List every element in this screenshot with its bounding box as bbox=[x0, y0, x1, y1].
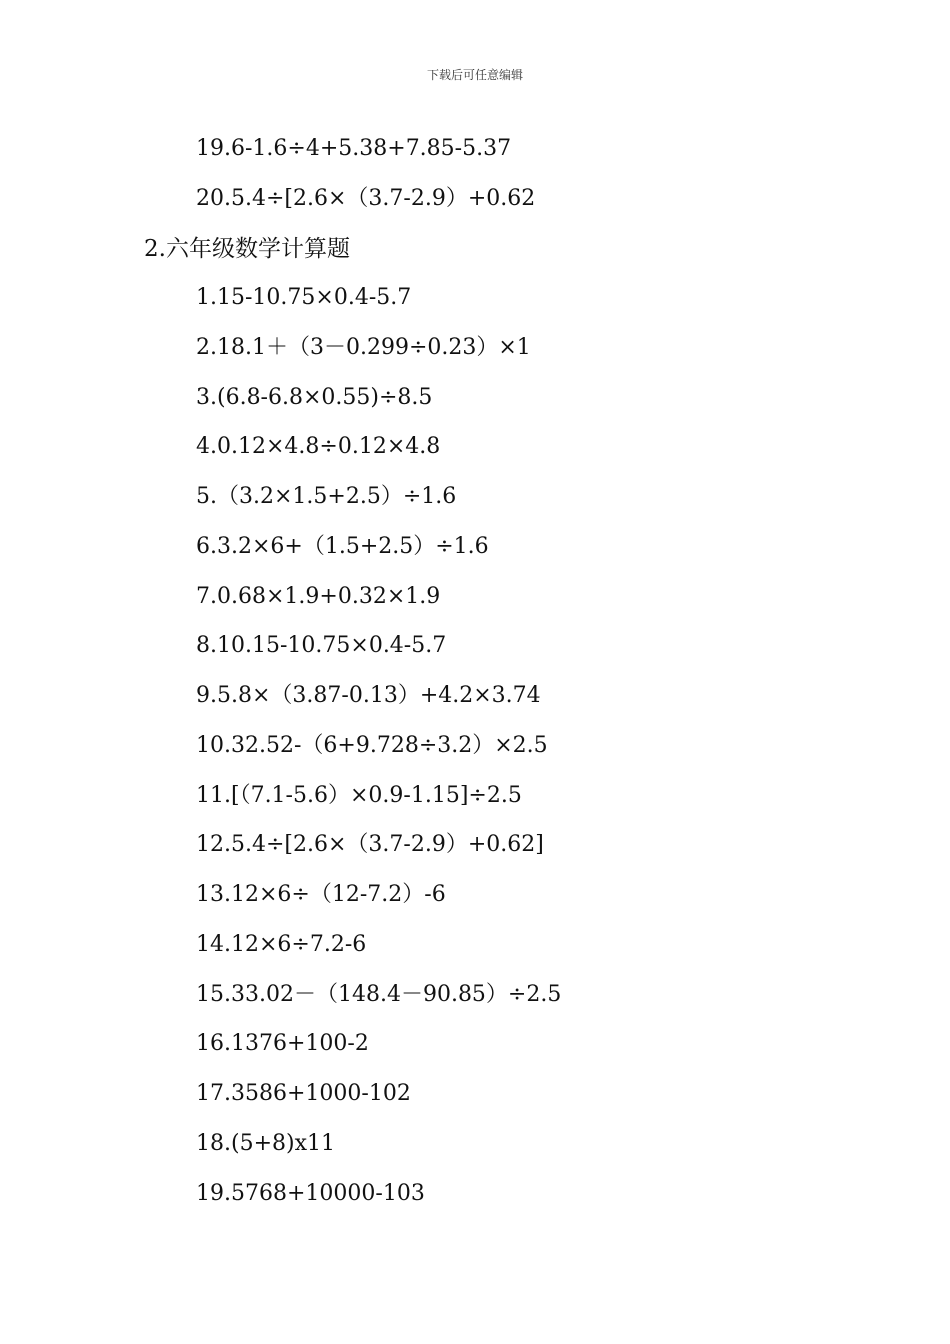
problem-line: 7.0.68×1.9+0.32×1.9 bbox=[196, 584, 441, 609]
problem-line: 2.18.1＋（3－0.299÷0.23）×1 bbox=[196, 335, 531, 360]
problem-line: 11.[（7.1-5.6）×0.9-1.15]÷2.5 bbox=[196, 783, 522, 808]
problem-line: 20.5.4÷[2.6×（3.7-2.9）+0.62 bbox=[196, 186, 536, 211]
problem-line: 6.3.2×6+（1.5+2.5）÷1.6 bbox=[196, 534, 489, 559]
problem-line: 8.10.15-10.75×0.4-5.7 bbox=[196, 633, 447, 658]
problem-line: 15.33.02－（148.4－90.85）÷2.5 bbox=[196, 982, 562, 1007]
page-header: 下载后可任意编辑 bbox=[426, 68, 523, 82]
problem-line: 16.1376+100-2 bbox=[196, 1031, 369, 1056]
section-heading: 2.六年级数学计算题 bbox=[144, 236, 350, 262]
problem-line: 14.12×6÷7.2-6 bbox=[196, 932, 367, 957]
problem-line: 13.12×6÷（12-7.2）-6 bbox=[196, 882, 446, 907]
problem-line: 5.（3.2×1.5+2.5）÷1.6 bbox=[196, 484, 457, 509]
problem-line: 3.(6.8-6.8×0.55)÷8.5 bbox=[196, 385, 433, 410]
problem-line: 18.(5+8)x11 bbox=[196, 1131, 335, 1156]
problem-line: 19.6-1.6÷4+5.38+7.85-5.37 bbox=[196, 136, 512, 161]
problem-line: 19.5768+10000-103 bbox=[196, 1181, 425, 1206]
problem-line: 12.5.4÷[2.6×（3.7-2.9）+0.62] bbox=[196, 832, 544, 857]
problem-line: 4.0.12×4.8÷0.12×4.8 bbox=[196, 434, 441, 459]
problem-line: 1.15-10.75×0.4-5.7 bbox=[196, 285, 412, 310]
problem-line: 9.5.8×（3.87-0.13）+4.2×3.74 bbox=[196, 683, 541, 708]
problem-line: 10.32.52-（6+9.728÷3.2）×2.5 bbox=[196, 733, 548, 758]
problem-line: 17.3586+1000-102 bbox=[196, 1081, 411, 1106]
